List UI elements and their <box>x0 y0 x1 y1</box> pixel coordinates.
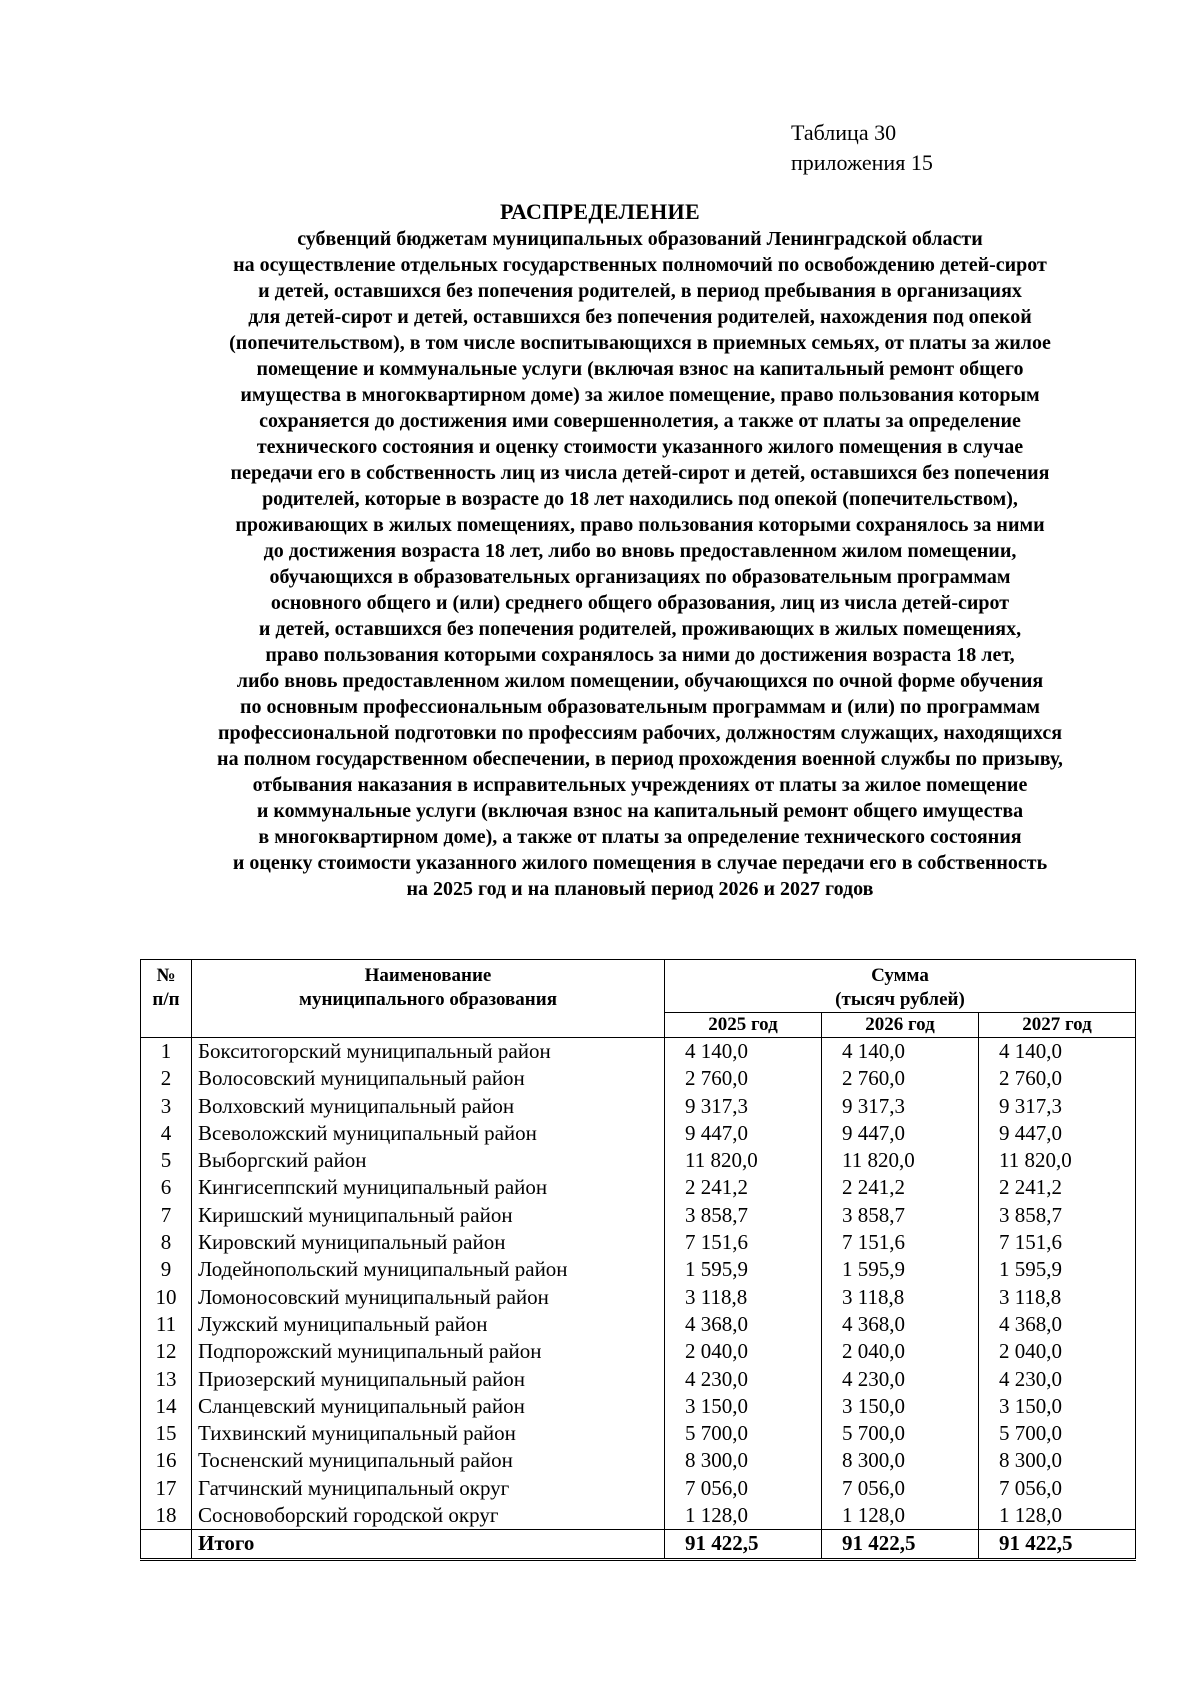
col-header-sum <box>665 960 1136 1013</box>
municipality-name: Тосненский муниципальный район <box>192 1447 665 1474</box>
amount-2025: 3 858,7 <box>665 1202 822 1229</box>
total-label: Итого <box>192 1530 665 1559</box>
subtitle-line: проживающих в жилых помещениях, право пользования которыми сохранялось за ними <box>235 514 1045 536</box>
total-2026: 91 422,5 <box>822 1530 979 1559</box>
amount-2026: 8 300,0 <box>822 1447 979 1474</box>
amount-2027: 5 700,0 <box>979 1420 1136 1447</box>
amount-2025: 9 317,3 <box>665 1093 822 1120</box>
subtitle-line: и коммунальные услуги (включая взнос на капитальный ремонт общего имущества <box>256 800 1024 822</box>
subtitle-line: отбывания наказания в исправительных учреждениях от платы за жилое помещение <box>252 774 1028 796</box>
amount-2025: 2 241,2 <box>665 1174 822 1201</box>
amount-2027: 9 447,0 <box>979 1120 1136 1147</box>
municipality-name: Лодейнопольский муниципальный район <box>192 1256 665 1283</box>
amount-2026: 5 700,0 <box>822 1420 979 1447</box>
col-header-year-2025: 2025 год <box>665 1013 822 1038</box>
amount-2025: 8 300,0 <box>665 1447 822 1474</box>
amount-2027: 2 760,0 <box>979 1065 1136 1092</box>
total-2027: 91 422,5 <box>979 1530 1136 1559</box>
col-header-number-line2: п/п <box>152 989 180 1010</box>
amount-2026: 1 595,9 <box>822 1256 979 1283</box>
row-number: 14 <box>141 1393 192 1420</box>
amount-2026: 7 151,6 <box>822 1229 979 1256</box>
table-reference <box>791 118 933 178</box>
subtitle-line: на осуществление отдельных государственных полномочий по освобождению детей-сирот <box>233 254 1047 276</box>
subtitle-line: на 2025 год и на плановый период 2026 и 2027 годов <box>406 878 874 900</box>
subtitle-line: имущества в многоквартирном доме) за жилое помещение, право пользования которым <box>240 384 1040 406</box>
municipality-name: Волосовский муниципальный район <box>192 1065 665 1092</box>
amount-2027: 7 151,6 <box>979 1229 1136 1256</box>
row-number: 6 <box>141 1174 192 1201</box>
municipality-name: Бокситогорский муниципальный район <box>192 1038 665 1066</box>
subtitle-line: обучающихся в образовательных организациях по образовательным программам <box>269 566 1011 588</box>
table-row <box>141 1420 1136 1447</box>
amount-2025: 5 700,0 <box>665 1420 822 1447</box>
table-row <box>141 1147 1136 1174</box>
subtitle-line: профессиональной подготовки по профессиям рабочих, должностям служащих, находящихся <box>217 722 1063 744</box>
table-row <box>141 1338 1136 1365</box>
amount-2026: 3 150,0 <box>822 1393 979 1420</box>
municipality-name: Приозерский муниципальный район <box>192 1366 665 1393</box>
subtitle-line: либо вновь предоставленном жилом помещении, обучающихся по очной форме обучения <box>236 670 1044 692</box>
amount-2027: 3 118,8 <box>979 1284 1136 1311</box>
amount-2025: 3 150,0 <box>665 1393 822 1420</box>
municipality-name: Лужский муниципальный район <box>192 1311 665 1338</box>
amount-2027: 1 128,0 <box>979 1502 1136 1530</box>
municipality-name: Выборгский район <box>192 1147 665 1174</box>
amount-2027: 1 595,9 <box>979 1256 1136 1283</box>
row-number: 16 <box>141 1447 192 1474</box>
amount-2025: 11 820,0 <box>665 1147 822 1174</box>
document-title: РАСПРЕДЕЛЕНИЕ <box>500 199 700 224</box>
col-header-sum-line2: (тысяч рублей) <box>835 989 965 1010</box>
amount-2026: 4 368,0 <box>822 1311 979 1338</box>
row-number: 7 <box>141 1202 192 1229</box>
row-number: 1 <box>141 1038 192 1066</box>
amount-2025: 4 368,0 <box>665 1311 822 1338</box>
amount-2025: 2 760,0 <box>665 1065 822 1092</box>
municipality-name: Сосновоборский городской округ <box>192 1502 665 1530</box>
amount-2027: 9 317,3 <box>979 1093 1136 1120</box>
row-number: 18 <box>141 1502 192 1530</box>
col-header-name <box>192 960 665 1038</box>
amount-2027: 11 820,0 <box>979 1147 1136 1174</box>
subtitle-line: для детей-сирот и детей, оставшихся без попечения родителей, нахождения под опекой <box>248 306 1032 328</box>
col-header-name-line1: Наименование <box>364 965 492 986</box>
municipality-name: Ломоносовский муниципальный район <box>192 1284 665 1311</box>
amount-2025: 2 040,0 <box>665 1338 822 1365</box>
amount-2027: 2 241,2 <box>979 1174 1136 1201</box>
municipality-name: Тихвинский муниципальный район <box>192 1420 665 1447</box>
amount-2026: 11 820,0 <box>822 1147 979 1174</box>
appendix-number: приложения 15 <box>791 150 933 175</box>
subtitle-line: помещение и коммунальные услуги (включая взнос на капитальный ремонт общего <box>256 358 1024 380</box>
col-header-year-2027: 2027 год <box>979 1013 1136 1038</box>
amount-2027: 3 858,7 <box>979 1202 1136 1229</box>
subtitle-line: (попечительством), в том числе воспитывающихся в приемных семьях, от платы за жилое <box>229 332 1051 354</box>
amount-2027: 4 140,0 <box>979 1038 1136 1066</box>
col-header-name-line2: муниципального образования <box>299 989 557 1010</box>
subtitle-line: передачи его в собственность лиц из числа детей-сирот и детей, оставшихся без попечения <box>230 462 1050 484</box>
row-number: 17 <box>141 1475 192 1502</box>
subtitle-line: и оценку стоимости указанного жилого помещения в случае передачи его в собственность <box>232 852 1048 874</box>
table-row <box>141 1475 1136 1502</box>
table-row <box>141 1093 1136 1120</box>
table-number: Таблица 30 <box>791 120 897 145</box>
amount-2027: 2 040,0 <box>979 1338 1136 1365</box>
table-row <box>141 1229 1136 1256</box>
municipality-name: Кингисеппский муниципальный район <box>192 1174 665 1201</box>
table-row <box>141 1065 1136 1092</box>
distribution-table <box>140 959 1136 1561</box>
amount-2027: 8 300,0 <box>979 1447 1136 1474</box>
amount-2025: 4 140,0 <box>665 1038 822 1066</box>
amount-2026: 4 140,0 <box>822 1038 979 1066</box>
row-number: 4 <box>141 1120 192 1147</box>
subtitle-line: по основным профессиональным образовательным программам и (или) по программам <box>239 696 1041 718</box>
amount-2025: 1 595,9 <box>665 1256 822 1283</box>
subtitle-line: и детей, оставшихся без попечения родителей, проживающих в жилых помещениях, <box>258 618 1022 640</box>
table-row <box>141 1311 1136 1338</box>
amount-2026: 2 760,0 <box>822 1065 979 1092</box>
row-number: 12 <box>141 1338 192 1365</box>
total-2025: 91 422,5 <box>665 1530 822 1559</box>
municipality-name: Волховский муниципальный район <box>192 1093 665 1120</box>
subtitle-line: субвенций бюджетам муниципальных образований Ленинградской области <box>297 228 983 250</box>
table-row <box>141 1393 1136 1420</box>
table-row <box>141 1120 1136 1147</box>
row-number: 2 <box>141 1065 192 1092</box>
municipality-name: Всеволожский муниципальный район <box>192 1120 665 1147</box>
subtitle-line: родителей, которые в возрасте до 18 лет находились под опекой (попечительством), <box>262 488 1018 510</box>
row-number: 11 <box>141 1311 192 1338</box>
amount-2026: 2 040,0 <box>822 1338 979 1365</box>
municipality-name: Гатчинский муниципальный округ <box>192 1475 665 1502</box>
total-row-num <box>141 1530 192 1559</box>
subtitle-line: технического состояния и оценку стоимости указанного жилого помещения в случае <box>256 436 1024 458</box>
table-row <box>141 1038 1136 1066</box>
amount-2025: 1 128,0 <box>665 1502 822 1530</box>
table-row <box>141 1366 1136 1393</box>
municipality-name: Кировский муниципальный район <box>192 1229 665 1256</box>
amount-2025: 7 056,0 <box>665 1475 822 1502</box>
subtitle-line: в многоквартирном доме), а также от платы за определение технического состояния <box>258 826 1022 848</box>
table-row <box>141 1202 1136 1229</box>
amount-2025: 7 151,6 <box>665 1229 822 1256</box>
table-row <box>141 1447 1136 1474</box>
row-number: 3 <box>141 1093 192 1120</box>
amount-2027: 3 150,0 <box>979 1393 1136 1420</box>
amount-2026: 7 056,0 <box>822 1475 979 1502</box>
row-number: 5 <box>141 1147 192 1174</box>
amount-2025: 9 447,0 <box>665 1120 822 1147</box>
amount-2026: 3 858,7 <box>822 1202 979 1229</box>
col-header-number-line1: № <box>156 965 176 986</box>
amount-2027: 7 056,0 <box>979 1475 1136 1502</box>
row-number: 15 <box>141 1420 192 1447</box>
amount-2025: 3 118,8 <box>665 1284 822 1311</box>
subtitle-line: сохраняется до достижения ими совершеннолетия, а также от платы за определение <box>259 410 1021 432</box>
subtitle-line: право пользования которыми сохранялось за ними до достижения возраста 18 лет, <box>265 644 1015 666</box>
col-header-number <box>141 960 192 1038</box>
row-number: 13 <box>141 1366 192 1393</box>
row-number: 9 <box>141 1256 192 1283</box>
total-row <box>141 1530 1136 1559</box>
subtitle-line: и детей, оставшихся без попечения родителей, в период пребывания в организациях <box>258 280 1022 302</box>
subtitle-line: на полном государственном обеспечении, в период прохождения военной службы по призыву, <box>217 748 1063 770</box>
amount-2026: 9 317,3 <box>822 1093 979 1120</box>
municipality-name: Киришский муниципальный район <box>192 1202 665 1229</box>
col-header-year-2026: 2026 год <box>822 1013 979 1038</box>
amount-2026: 2 241,2 <box>822 1174 979 1201</box>
row-number: 10 <box>141 1284 192 1311</box>
municipality-name: Подпорожский муниципальный район <box>192 1338 665 1365</box>
table-row <box>141 1174 1136 1201</box>
amount-2027: 4 230,0 <box>979 1366 1136 1393</box>
document-subtitle <box>140 226 1140 902</box>
subtitle-line: основного общего и (или) среднего общего образования, лиц из числа детей-сирот <box>270 592 1010 614</box>
col-header-sum-line1: Сумма <box>871 965 929 986</box>
table-row <box>141 1502 1136 1530</box>
amount-2026: 4 230,0 <box>822 1366 979 1393</box>
table-row <box>141 1256 1136 1283</box>
amount-2025: 4 230,0 <box>665 1366 822 1393</box>
subtitle-line: до достижения возраста 18 лет, либо во вновь предоставленном жилом помещении, <box>263 540 1017 562</box>
amount-2026: 3 118,8 <box>822 1284 979 1311</box>
table-row <box>141 1284 1136 1311</box>
amount-2026: 1 128,0 <box>822 1502 979 1530</box>
amount-2026: 9 447,0 <box>822 1120 979 1147</box>
municipality-name: Сланцевский муниципальный район <box>192 1393 665 1420</box>
row-number: 8 <box>141 1229 192 1256</box>
amount-2027: 4 368,0 <box>979 1311 1136 1338</box>
